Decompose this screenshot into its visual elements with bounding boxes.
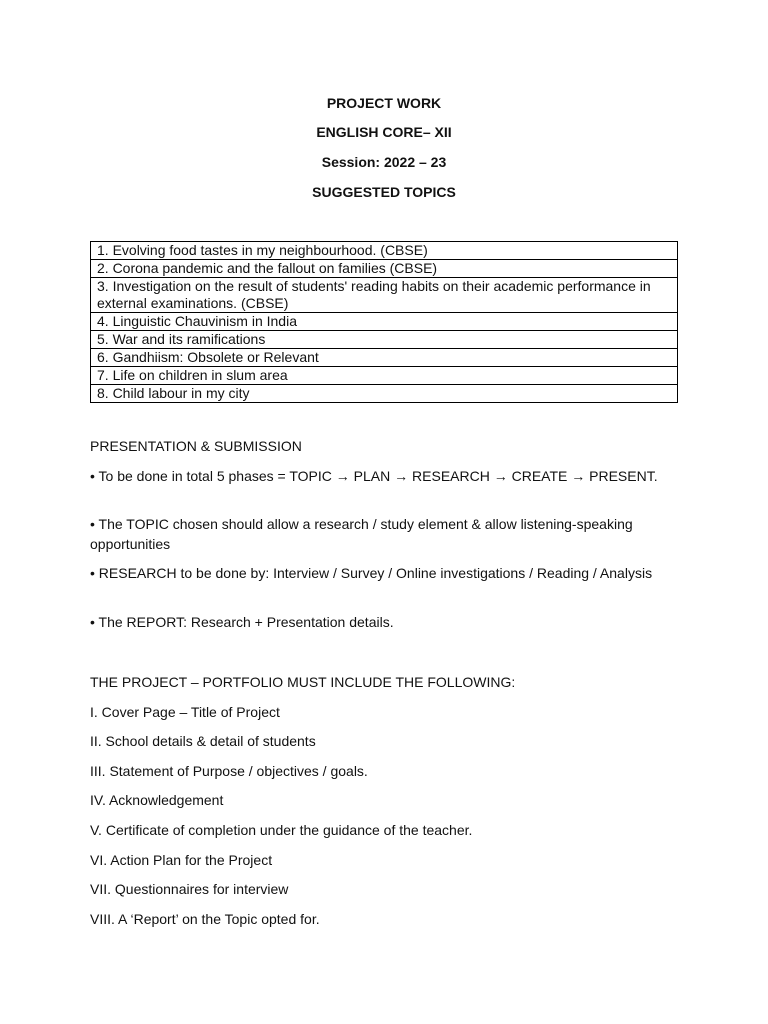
portfolio-item: IV. Acknowledgement [90,792,224,808]
presentation-heading: PRESENTATION & SUBMISSION [90,438,302,454]
topic-cell: 6. Gandhiism: Obsolete or Relevant [91,349,678,367]
topic-cell: 2. Corona pandemic and the fallout on families (CBSE) [91,260,678,278]
table-row [91,331,678,349]
topic-cell: 4. Linguistic Chauvinism in India [91,313,678,331]
table-row [91,278,678,313]
portfolio-item: II. School details & detail of students [90,733,316,749]
table-row [91,349,678,367]
presentation-bullet: • The REPORT: Research + Presentation details. [90,614,394,630]
topics-table [90,241,678,403]
presentation-bullet: • RESEARCH to be done by: Interview / Survey / Online investigations / Reading / Analysis [90,565,653,581]
portfolio-item: VIII. A ‘Report’ on the Topic opted for. [90,911,320,927]
presentation-bullet: • To be done in total 5 phases = TOPIC → PLAN → RESEARCH → CREATE → PRESENT. [90,468,658,484]
topic-cell: 1. Evolving food tastes in my neighbourhood. (CBSE) [91,242,678,260]
portfolio-heading: THE PROJECT – PORTFOLIO MUST INCLUDE THE FOLLOWING: [90,674,516,690]
suggested-topics-heading: SUGGESTED TOPICS [312,184,456,200]
table-row [91,260,678,278]
portfolio-item: I. Cover Page – Title of Project [90,704,280,720]
table-row [91,367,678,385]
topic-cell: 3. Investigation on the result of students' reading habits on their academic performance in external examinations. (CBSE) [91,278,678,313]
presentation-bullet: • The TOPIC chosen should allow a research / study element & allow listening-speaking opportunities [90,516,633,552]
portfolio-item: VII. Questionnaires for interview [90,881,289,897]
project-work-heading: PROJECT WORK [326,95,442,111]
topic-cell: 8. Child labour in my city [91,385,678,403]
table-row [91,385,678,403]
topic-cell: 5. War and its ramifications [91,331,678,349]
session-heading: Session: 2022 – 23 [321,154,447,170]
portfolio-item: VI. Action Plan for the Project [90,852,273,868]
table-row [91,313,678,331]
portfolio-item: V. Certificate of completion under the guidance of the teacher. [90,822,473,838]
portfolio-item: III. Statement of Purpose / objectives / goals. [90,763,368,779]
subject-heading: ENGLISH CORE– XII [316,124,452,140]
table-row [91,242,678,260]
topic-cell: 7. Life on children in slum area [91,367,678,385]
